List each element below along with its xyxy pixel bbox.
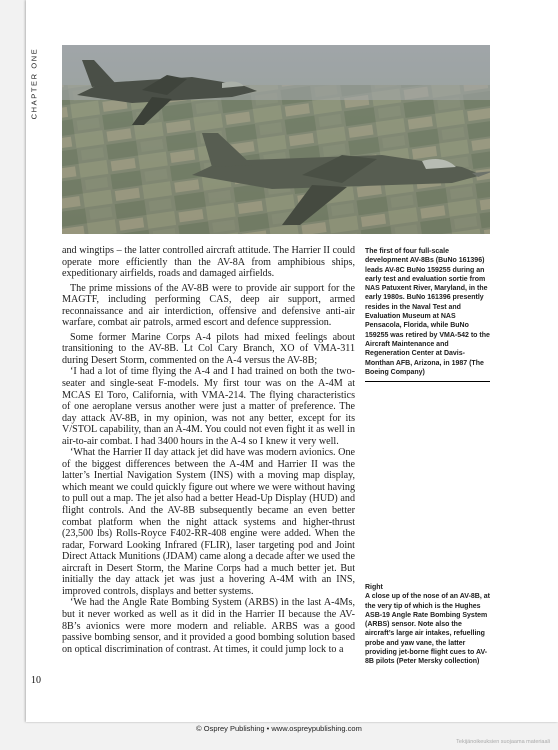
caption-text: The first of four full-scale development AV-8Bs (BuNo 161396) leads AV-8C BuNo 159255 during an early test and evaluation sortie from NAS Patuxent River, Maryland, in the early 1980s. BuNo 161396 presently resides in the Naval Test and Evaluation Museum at NAS Pensacola, Florida, while BuNo 159255 was retired by VMA-542 to the Aircraft Maintenance and Regeneration Center at Davis-Monthan AFB, Arizona, in 1987 (The Boeing Company)	[365, 248, 490, 376]
harrier-formation-image	[62, 45, 490, 234]
photo-caption-right	[365, 583, 490, 667]
body-text	[62, 245, 355, 685]
chapter-label-text: CHAPTER ONE	[29, 47, 39, 120]
footer-text: © Osprey Publishing • www.ospreypublishing.com	[196, 724, 362, 733]
page-number: 10	[31, 675, 41, 686]
photo-caption-top	[365, 247, 490, 382]
caption-heading: Right	[365, 584, 383, 591]
body-paragraph: Some former Marine Corps A-4 pilots had mixed feelings about transitioning to the AV-8B. Lt Col Cary Branch, XO of VMA-311 during Desert Storm, commented on the A-4 versus the AV-8B;	[62, 331, 355, 366]
chapter-label	[28, 45, 40, 125]
caption-text: A close up of the nose of an AV-8B, at the very tip of which is the Hughes ASB-19 Angle Rate Bombing System (ARBS) sensor. Note also the aircraft’s large air intakes, refuelling probe and yaw vane, the latter providing jet-borne flight cues to AV-8B pilots (Peter Mersky collection)	[365, 593, 490, 666]
watermark: Tekijänoikeuksien suojaama materiaali	[456, 739, 550, 745]
body-paragraph: ‘We had the Angle Rate Bombing System (ARBS) in the last A-4Ms, but it never worked as well as it did in the Harrier II because the AV-8B’s avionics were more modern and reliable. ARBS was a good passive bombing sensor, and it provided a good bombing solution based on optical discrimination of contrast. At times, it could jump lock to a	[62, 597, 355, 655]
body-paragraph: ‘I had a lot of time flying the A-4 and I had trained on both the two-seater and single-seat F-models. My first tour was on the A-4M at MCAS El Toro, California, with VMA-214. The flying characteristics of one aeroplane versus another were just a matter of preference. The day attack AV-8B, in my opinion, was not any better, except for its V/STOL capability, than an A-4M. You could not even fight it as well in air-to-air combat. I had 3400 hours in the A-4 so I knew it very well.	[62, 366, 355, 447]
body-paragraph: ‘What the Harrier II day attack jet did have was modern avionics. One of the biggest differences between the A-4M and Harrier II was the latter’s Inertial Navigation System (INS) with a moving map display, which meant we could quickly figure out where we were without having to pull out a map. The jet also had a better Head-Up Display (HUD) and flight controls. And the AV-8B subsequently became an even better combat platform when the night attack systems and higher-thrust (23,500 lbs) Rolls-Royce F402-RR-408 engine were added. When the radar, Forward Looking Infrared (FLIR), laser targeting pod and Joint Direct Attack Munitions (JDAM) came along a decade after we used the aircraft in Desert Storm, the Marine Corps had a much better jet. But initially the day attack jet was just a hovering A-4M with an INS, improved controls, displays and better systems.	[62, 447, 355, 597]
footer	[0, 724, 558, 733]
body-paragraph: and wingtips – the latter controlled aircraft attitude. The Harrier II could operate more efficiently than the AV-8A from amphibious ships, expeditionary airfields, roads and damaged airfields.	[62, 245, 355, 280]
body-paragraph: The prime missions of the AV-8B were to provide air support for the MAGTF, including performing CAS, deep air support, armed reconnaissance and air interdiction, offensive and defensive anti-air warfare, combat air patrols, armed escort and defence suppression.	[62, 282, 355, 329]
aircraft-photo	[62, 45, 490, 234]
